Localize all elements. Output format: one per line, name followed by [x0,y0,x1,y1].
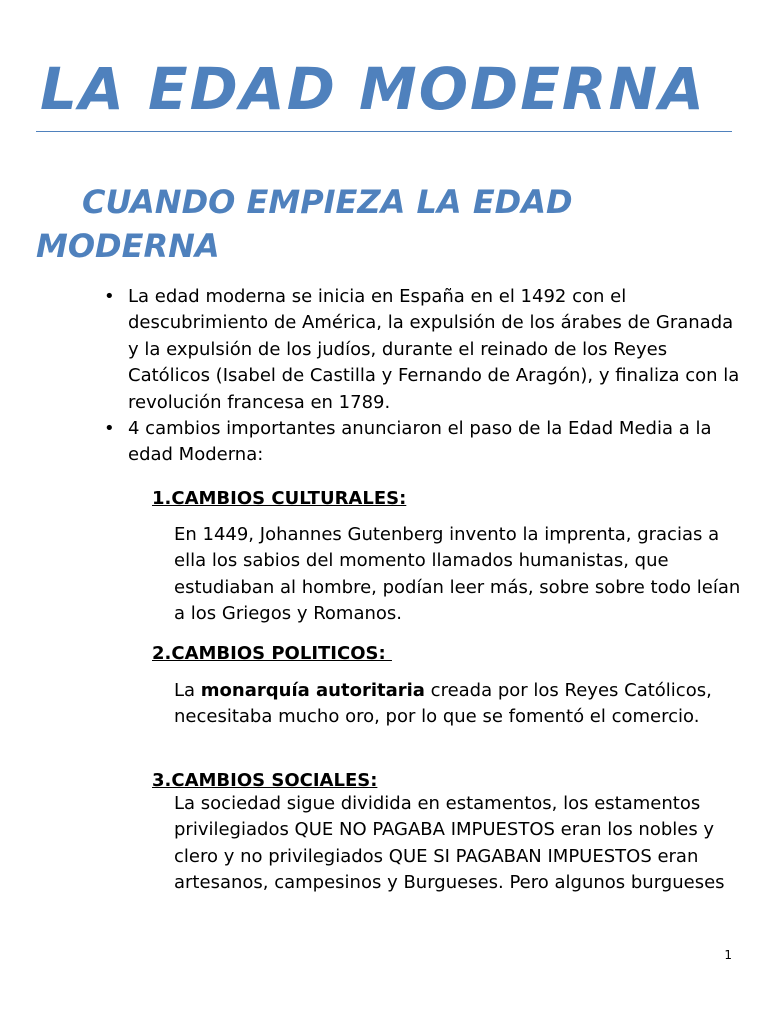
section-heading-culturales: 1.CAMBIOS CULTURALES: [152,488,407,509]
bold-term: monarquía autoritaria [200,680,425,701]
section-heading-politicos: 2.CAMBIOS POLITICOS: [152,643,392,664]
section-body-politicos [174,678,744,731]
section-subtitle: CUANDO EMPIEZA LA EDAD MODERNA [36,183,573,265]
body-text: La [174,680,201,701]
section-body-culturales: En 1449, Johannes Gutenberg invento la imprenta, gracias a ella los sabios del momento llamados humanistas, que estudiaban al hombre, podían leer más, sobre sobre todo leían a los Griegos y Romanos. [174,524,741,625]
section-body-sociales: La sociedad sigue dividida en estamentos, los estamentos privilegiados QUE NO PAGABA IMPUESTOS eran los nobles y clero y no privilegiados QUE SI PAGABAN IMPUESTOS eran artesanos, campesinos y Burgueses. Pero algunos burgueses [174,793,725,894]
section-heading-sociales: 3.CAMBIOS SOCIALES: [152,770,378,791]
document-title: LA EDAD MODERNA [40,55,706,123]
body-text: creada por los Reyes Católicos, necesitaba mucho oro, por lo que se fomentó el comercio. [174,680,712,728]
list-item [104,416,748,469]
intro-bullet-list [104,284,748,469]
title-divider [36,131,732,132]
bullet-icon: • [104,418,115,440]
bullet-text: 4 cambios importantes anunciaron el paso de la Edad Media a la edad Moderna: [128,418,712,466]
bullet-text: La edad moderna se inicia en España en el 1492 con el descubrimiento de América, la expulsión de los árabes de Granada y la expulsión de los judíos, durante el reinado de los Reyes Católicos (Isabel de Castilla y Fernando de Aragón), y finaliza con la revolución francesa en 1789. [128,286,740,413]
page-number: 1 [724,948,732,962]
bullet-icon: • [104,286,115,307]
list-item [104,284,748,416]
